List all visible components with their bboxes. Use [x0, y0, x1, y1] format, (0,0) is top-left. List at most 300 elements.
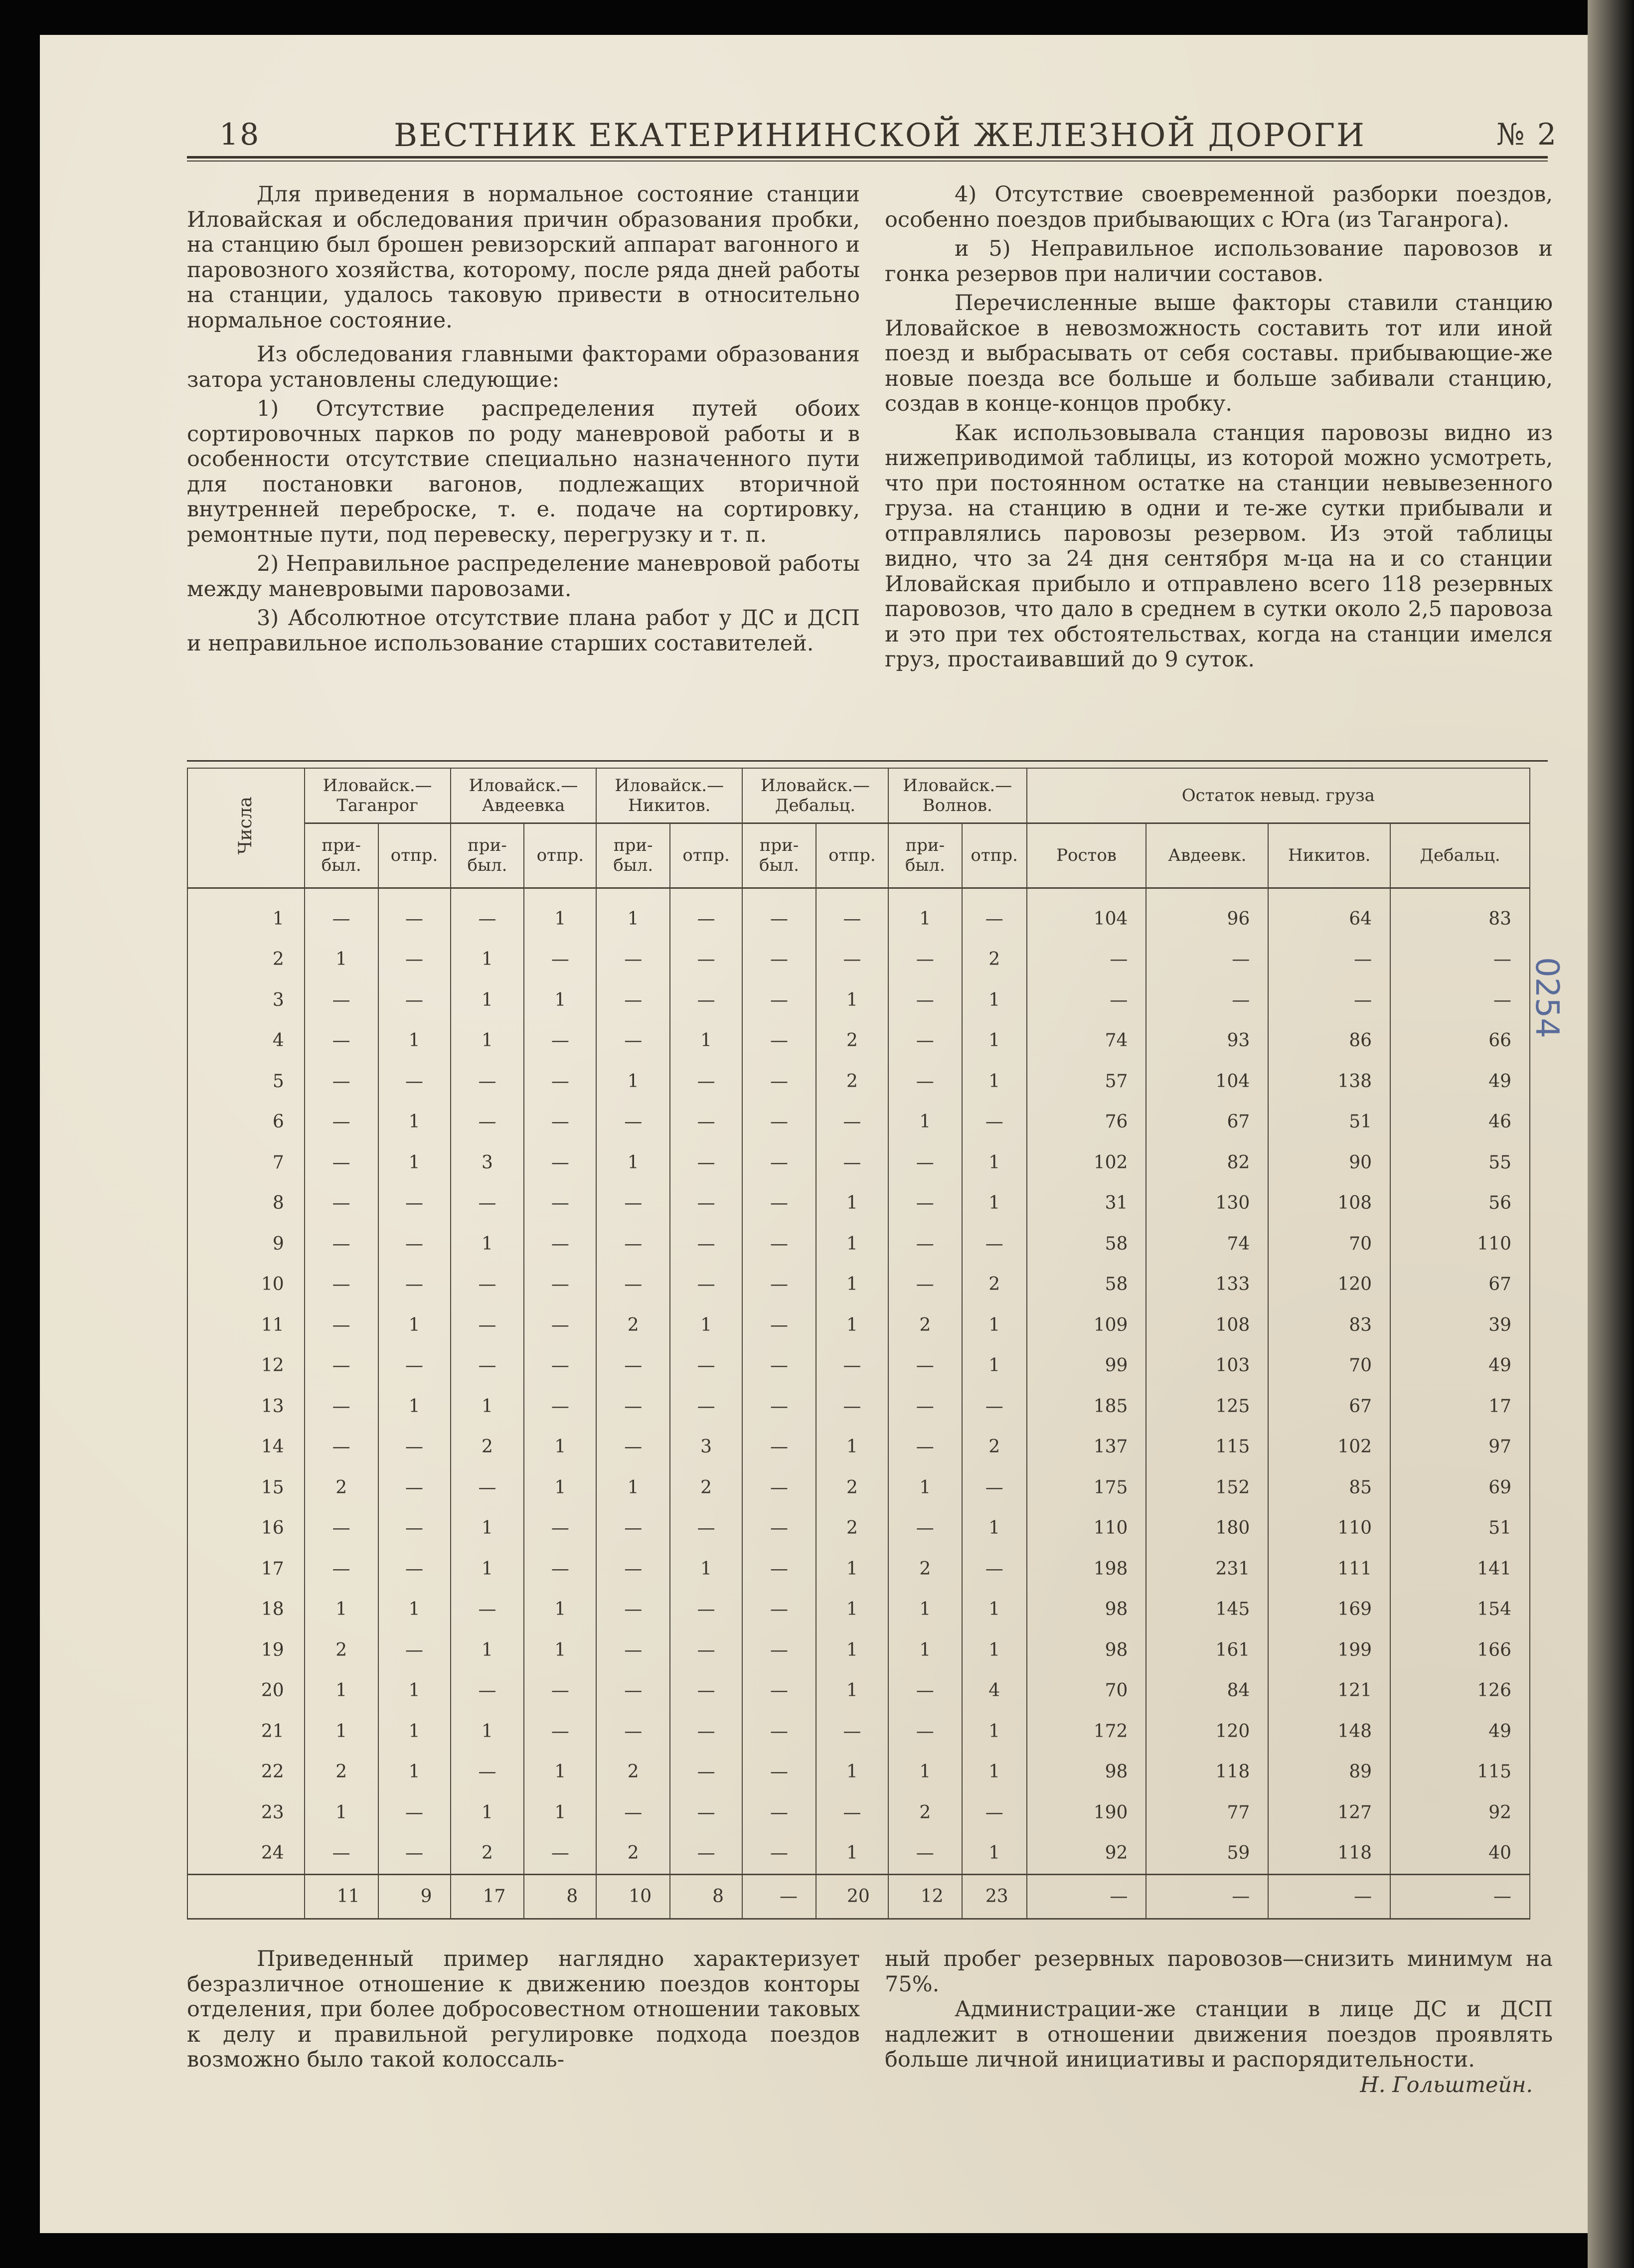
count-cell: — [305, 1345, 378, 1386]
count-cell: — [524, 1020, 596, 1061]
count-cell: — [378, 980, 451, 1021]
count-cell: 2 [451, 1833, 524, 1874]
count-cell: 1 [524, 1630, 596, 1671]
count-cell: — [670, 1792, 742, 1833]
count-cell: — [742, 980, 816, 1021]
table-row [187, 1386, 1530, 1427]
rest-cell: — [1268, 939, 1390, 980]
count-cell: — [524, 1061, 596, 1102]
count-cell: — [962, 1102, 1027, 1142]
paragraph: ный пробег резервных паровозов—снизить минимум на 75%. [885, 1946, 1553, 1997]
day-cell: 9 [187, 1224, 305, 1265]
table-row [187, 1020, 1530, 1061]
count-cell: — [596, 1020, 670, 1061]
rest-cell: 130 [1146, 1183, 1268, 1224]
count-cell: — [888, 1142, 962, 1183]
rest-cell: 111 [1268, 1549, 1390, 1590]
count-cell: — [305, 1061, 378, 1102]
count-cell: — [888, 939, 962, 980]
count-cell: — [670, 1345, 742, 1386]
day-cell: 23 [187, 1792, 305, 1833]
running-header [182, 117, 1558, 157]
count-cell: — [524, 1833, 596, 1874]
rest-cell: 56 [1390, 1183, 1530, 1224]
rest-cell: 198 [1027, 1549, 1146, 1590]
count-cell: — [378, 1833, 451, 1874]
count-cell: — [888, 1224, 962, 1265]
count-cell: — [596, 1792, 670, 1833]
count-cell: 1 [962, 1020, 1027, 1061]
count-cell: — [962, 1386, 1027, 1427]
count-cell: 1 [378, 1752, 451, 1792]
table-row [187, 1711, 1530, 1752]
count-cell: — [816, 1142, 888, 1183]
count-cell: — [378, 1264, 451, 1305]
rest-cell: 190 [1027, 1792, 1146, 1833]
right-column-bottom [885, 1946, 1553, 2098]
count-cell: — [670, 1508, 742, 1549]
count-cell: — [378, 888, 451, 939]
rest-cell: 40 [1390, 1833, 1530, 1874]
day-cell: 16 [187, 1508, 305, 1549]
table-row [187, 1345, 1530, 1386]
rest-cell: 152 [1146, 1467, 1268, 1508]
rest-cell: 57 [1027, 1061, 1146, 1102]
count-cell: 1 [596, 1061, 670, 1102]
day-cell: 18 [187, 1589, 305, 1630]
count-cell: 2 [596, 1833, 670, 1874]
count-cell: — [962, 888, 1027, 939]
count-cell: — [378, 1345, 451, 1386]
page-number: 18 [219, 117, 261, 152]
rest-cell: 102 [1027, 1142, 1146, 1183]
arr-header: при-был. [451, 823, 524, 888]
group-header: Иловайск.— Волнов. [888, 768, 1027, 823]
rest-cell: 104 [1027, 888, 1146, 939]
count-cell: — [596, 1670, 670, 1711]
count-cell: — [742, 1833, 816, 1874]
paragraph: Для приведения в нормальное состояние станции Иловайская и обследования причин образования пробки, на станцию был брошен ревизорский аппарат вагонного и паровозного хозяйства, которому, после ряда дней работы на станции, удалось таковую привести в относительно нормальное состояние. [187, 182, 860, 333]
header-rule-thin [187, 161, 1548, 162]
count-cell: — [670, 1224, 742, 1265]
count-cell: 1 [816, 1305, 888, 1346]
paragraph: 3) Абсолютное отсутствие плана работ у ДС и ДСП и неправильное использование старших составителей. [187, 606, 860, 656]
count-cell: — [596, 1589, 670, 1630]
rest-cell: 70 [1268, 1345, 1390, 1386]
count-cell: — [742, 1183, 816, 1224]
count-cell: 1 [816, 1549, 888, 1590]
count-cell: 1 [962, 1061, 1027, 1102]
count-cell: 1 [816, 1670, 888, 1711]
count-cell: — [670, 1183, 742, 1224]
rest-cell: 103 [1146, 1345, 1268, 1386]
count-cell: — [451, 1102, 524, 1142]
count-cell: 1 [378, 1670, 451, 1711]
count-cell: — [670, 1630, 742, 1671]
count-cell: — [962, 1224, 1027, 1265]
count-cell: 1 [451, 980, 524, 1021]
count-cell: — [305, 1264, 378, 1305]
table-row [187, 1427, 1530, 1467]
day-cell: 5 [187, 1061, 305, 1102]
arr-header: при-был. [305, 823, 378, 888]
count-cell: — [742, 1670, 816, 1711]
count-cell: — [596, 1427, 670, 1467]
table-body [187, 888, 1530, 1919]
count-cell: — [742, 1020, 816, 1061]
count-cell: — [524, 1508, 596, 1549]
rest-cell: 49 [1390, 1711, 1530, 1752]
count-cell: 2 [596, 1752, 670, 1792]
day-cell: 4 [187, 1020, 305, 1061]
rest-cell: 166 [1390, 1630, 1530, 1671]
rest-cell: — [1268, 980, 1390, 1021]
count-cell: — [888, 1061, 962, 1102]
count-cell: 23 [962, 1874, 1027, 1919]
rest-cell: 118 [1146, 1752, 1268, 1792]
count-cell: — [596, 1224, 670, 1265]
rest-cell: — [1027, 939, 1146, 980]
dep-header: отпр. [670, 823, 742, 888]
count-cell: 2 [596, 1305, 670, 1346]
count-cell: — [378, 1508, 451, 1549]
count-cell: — [451, 1670, 524, 1711]
count-cell: 20 [816, 1874, 888, 1919]
count-cell: — [596, 1183, 670, 1224]
count-cell: — [888, 1711, 962, 1752]
count-cell: — [305, 1833, 378, 1874]
count-cell: — [305, 1549, 378, 1590]
rest-cell: 98 [1027, 1630, 1146, 1671]
paragraph: и 5) Неправильное использование паровозов и гонка резервов при наличии составов. [885, 236, 1553, 287]
day-cell: 8 [187, 1183, 305, 1224]
rest-cell: 67 [1390, 1264, 1530, 1305]
rest-cell: 64 [1268, 888, 1390, 939]
rest-cell: 49 [1390, 1061, 1530, 1102]
count-cell: 1 [888, 1467, 962, 1508]
count-cell: — [888, 1427, 962, 1467]
count-cell: 1 [816, 1589, 888, 1630]
count-cell: — [305, 1224, 378, 1265]
count-cell: 1 [378, 1142, 451, 1183]
group-header: Иловайск.— Дебальц. [742, 768, 888, 823]
day-cell: 21 [187, 1711, 305, 1752]
rest-cell: 58 [1027, 1224, 1146, 1265]
day-cell: 6 [187, 1102, 305, 1142]
rest-cell: 104 [1146, 1061, 1268, 1102]
rest-cell: 175 [1027, 1467, 1146, 1508]
rest-cell: 110 [1390, 1224, 1530, 1265]
count-cell: 1 [670, 1020, 742, 1061]
count-cell: — [888, 1670, 962, 1711]
page-edge [1588, 0, 1634, 2268]
dep-header: отпр. [962, 823, 1027, 888]
day-cell: 14 [187, 1427, 305, 1467]
count-cell: — [888, 1345, 962, 1386]
count-cell: — [962, 1549, 1027, 1590]
count-cell: — [742, 1224, 816, 1265]
count-cell: — [888, 1020, 962, 1061]
rest-cell: — [1027, 980, 1146, 1021]
count-cell: — [524, 939, 596, 980]
count-cell: — [670, 1142, 742, 1183]
rest-cell: 120 [1146, 1711, 1268, 1752]
count-cell: — [305, 980, 378, 1021]
count-cell: — [524, 1386, 596, 1427]
rest-cell: 83 [1390, 888, 1530, 939]
count-cell: 1 [962, 1630, 1027, 1671]
rest-cell: 99 [1027, 1345, 1146, 1386]
count-cell: — [742, 888, 816, 939]
count-cell: — [670, 980, 742, 1021]
count-cell: 3 [451, 1142, 524, 1183]
count-cell: 1 [524, 980, 596, 1021]
count-cell: 1 [888, 1752, 962, 1792]
rest-cell: — [1146, 1874, 1268, 1919]
count-cell: — [670, 1752, 742, 1792]
count-cell: — [596, 1102, 670, 1142]
count-cell: — [742, 1549, 816, 1590]
count-cell: 1 [816, 1264, 888, 1305]
count-cell: — [305, 1427, 378, 1467]
rest-cell: 148 [1268, 1711, 1390, 1752]
count-cell: — [451, 1345, 524, 1386]
count-cell: 1 [378, 1102, 451, 1142]
rest-cell: 31 [1027, 1183, 1146, 1224]
table-row [187, 1264, 1530, 1305]
count-cell: — [742, 1102, 816, 1142]
count-cell: — [451, 1183, 524, 1224]
rest-cell: — [1146, 980, 1268, 1021]
count-cell: 1 [962, 1345, 1027, 1386]
rest-cell: 161 [1146, 1630, 1268, 1671]
rest-cell: 17 [1390, 1386, 1530, 1427]
paragraph: Администрации-же станции в лице ДС и ДСП надлежит в отношении движения поездов проявлять больше личной инициативы и распорядительности. [885, 1997, 1553, 2072]
day-cell: 10 [187, 1264, 305, 1305]
rest-cell: 67 [1268, 1386, 1390, 1427]
day-cell: 17 [187, 1549, 305, 1590]
rest-cell: 121 [1268, 1670, 1390, 1711]
count-cell: — [816, 1386, 888, 1427]
rest-cell: 83 [1268, 1305, 1390, 1346]
count-cell: — [742, 1711, 816, 1752]
count-cell: 1 [524, 1752, 596, 1792]
count-cell: 1 [816, 980, 888, 1021]
count-cell: — [888, 1264, 962, 1305]
count-cell: 1 [596, 888, 670, 939]
count-cell: — [596, 1264, 670, 1305]
count-cell: — [742, 1467, 816, 1508]
count-cell: — [888, 1183, 962, 1224]
rest-cell: 180 [1146, 1508, 1268, 1549]
count-cell: — [596, 1386, 670, 1427]
count-cell: 1 [816, 1752, 888, 1792]
table-row [187, 1061, 1530, 1102]
rest-col-header: Ростов [1027, 823, 1146, 888]
count-cell: — [524, 1670, 596, 1711]
table-row [187, 1630, 1530, 1671]
count-cell: — [524, 1549, 596, 1590]
rest-col-header: Авдеевк. [1146, 823, 1268, 888]
rest-cell: 46 [1390, 1102, 1530, 1142]
count-cell: — [378, 939, 451, 980]
count-cell: — [378, 1183, 451, 1224]
count-cell: — [524, 1305, 596, 1346]
right-column-top [885, 182, 1553, 672]
rest-cell: 69 [1390, 1467, 1530, 1508]
group-header: Иловайск.— Таганрог [305, 768, 451, 823]
rest-cell: 85 [1268, 1467, 1390, 1508]
rest-cell: 55 [1390, 1142, 1530, 1183]
rest-cell: 115 [1146, 1427, 1268, 1467]
count-cell: — [742, 1345, 816, 1386]
count-cell: 1 [888, 888, 962, 939]
rest-cell: 39 [1390, 1305, 1530, 1346]
count-cell: 2 [305, 1467, 378, 1508]
count-cell: — [596, 939, 670, 980]
rest-cell: 118 [1268, 1833, 1390, 1874]
count-cell: 1 [962, 980, 1027, 1021]
count-cell: 1 [962, 1711, 1027, 1752]
table-row [187, 1792, 1530, 1833]
paragraph: 4) Отсутствие своевременной разборки поездов, особенно поездов прибывающих с Юга (из Таганрога). [885, 182, 1553, 232]
paragraph: 2) Неправильное распределение маневровой работы между маневровыми паровозами. [187, 551, 860, 602]
count-cell: — [524, 1224, 596, 1265]
count-cell: — [670, 1386, 742, 1427]
count-cell: — [742, 1508, 816, 1549]
rest-cell: 102 [1268, 1427, 1390, 1467]
count-cell: 1 [888, 1630, 962, 1671]
day-cell: 20 [187, 1670, 305, 1711]
rest-cell: 70 [1268, 1224, 1390, 1265]
day-cell: 15 [187, 1467, 305, 1508]
count-cell: 1 [816, 1630, 888, 1671]
left-column-bottom [187, 1946, 860, 2073]
rest-cell: 66 [1390, 1020, 1530, 1061]
count-cell: — [962, 1792, 1027, 1833]
count-cell: — [742, 1386, 816, 1427]
count-cell: — [305, 1183, 378, 1224]
rest-cell: 154 [1390, 1589, 1530, 1630]
count-cell: 1 [670, 1305, 742, 1346]
count-cell: 1 [305, 939, 378, 980]
count-cell: — [596, 1549, 670, 1590]
rest-cell: 120 [1268, 1264, 1390, 1305]
count-cell: — [816, 1711, 888, 1752]
rest-cell: 172 [1027, 1711, 1146, 1752]
count-cell: 1 [378, 1305, 451, 1346]
count-cell: — [670, 939, 742, 980]
count-cell: 1 [962, 1183, 1027, 1224]
rest-cell: 137 [1027, 1427, 1146, 1467]
count-cell: — [305, 1102, 378, 1142]
rest-cell: 92 [1027, 1833, 1146, 1874]
rest-cell: 127 [1268, 1792, 1390, 1833]
count-cell: — [305, 1020, 378, 1061]
count-cell: — [742, 1874, 816, 1919]
rest-cell: 89 [1268, 1752, 1390, 1792]
count-cell: 2 [962, 1264, 1027, 1305]
count-cell: — [596, 1630, 670, 1671]
count-cell: 3 [670, 1427, 742, 1467]
count-cell: — [742, 1792, 816, 1833]
signature: Н. Гольштейн. [1360, 2072, 1533, 2098]
count-cell: — [742, 1061, 816, 1102]
count-cell: 1 [962, 1833, 1027, 1874]
table-row [187, 1549, 1530, 1590]
rest-cell: 109 [1027, 1305, 1146, 1346]
count-cell: — [742, 1427, 816, 1467]
count-cell: 2 [888, 1305, 962, 1346]
count-cell: — [596, 1711, 670, 1752]
count-cell: — [378, 1061, 451, 1102]
count-cell: — [524, 1711, 596, 1752]
rest-cell: 70 [1027, 1670, 1146, 1711]
count-cell: — [305, 1305, 378, 1346]
count-cell: 1 [524, 1427, 596, 1467]
count-cell: 1 [451, 1508, 524, 1549]
count-cell: 1 [816, 1833, 888, 1874]
table-row [187, 1224, 1530, 1265]
count-cell: 1 [451, 1792, 524, 1833]
count-cell: 1 [962, 1305, 1027, 1346]
count-cell: — [596, 1345, 670, 1386]
count-cell: 1 [888, 1102, 962, 1142]
handwritten-note: 0254 [1528, 957, 1565, 1038]
rest-cell: 126 [1390, 1670, 1530, 1711]
day-header: Числа [187, 768, 305, 888]
count-cell: — [888, 1833, 962, 1874]
count-cell: — [378, 1467, 451, 1508]
count-cell: 2 [962, 1427, 1027, 1467]
count-cell: — [816, 1102, 888, 1142]
count-cell: — [378, 1549, 451, 1590]
count-cell: 1 [451, 939, 524, 980]
count-cell: — [451, 1305, 524, 1346]
rest-cell: — [1146, 939, 1268, 980]
rest-cell: 49 [1390, 1345, 1530, 1386]
count-cell: — [524, 1264, 596, 1305]
rest-col-header: Дебальц. [1390, 823, 1530, 888]
table-row [187, 1833, 1530, 1874]
count-cell: — [742, 1142, 816, 1183]
rest-cell: 59 [1146, 1833, 1268, 1874]
rest-col-header: Никитов. [1268, 823, 1390, 888]
journal-title: ВЕСТНИК ЕКАТЕРИНИНСКОЙ ЖЕЛЕЗНОЙ ДОРОГИ [394, 117, 1366, 154]
count-cell: 1 [670, 1549, 742, 1590]
rest-cell: 141 [1390, 1549, 1530, 1590]
dep-header: отпр. [378, 823, 451, 888]
table-row [187, 939, 1530, 980]
table-row [187, 1305, 1530, 1346]
count-cell: 1 [451, 1630, 524, 1671]
count-cell: 1 [378, 1386, 451, 1427]
day-cell: 7 [187, 1142, 305, 1183]
count-cell: — [742, 1630, 816, 1671]
count-cell: 1 [524, 1467, 596, 1508]
count-cell: — [305, 888, 378, 939]
count-cell: — [524, 1142, 596, 1183]
count-cell: — [670, 1833, 742, 1874]
day-cell: 11 [187, 1305, 305, 1346]
count-cell: 2 [888, 1549, 962, 1590]
count-cell: 1 [305, 1792, 378, 1833]
count-cell: — [451, 1467, 524, 1508]
count-cell: — [524, 1345, 596, 1386]
table-row [187, 1102, 1530, 1142]
count-cell: 4 [962, 1670, 1027, 1711]
rest-cell: 93 [1146, 1020, 1268, 1061]
